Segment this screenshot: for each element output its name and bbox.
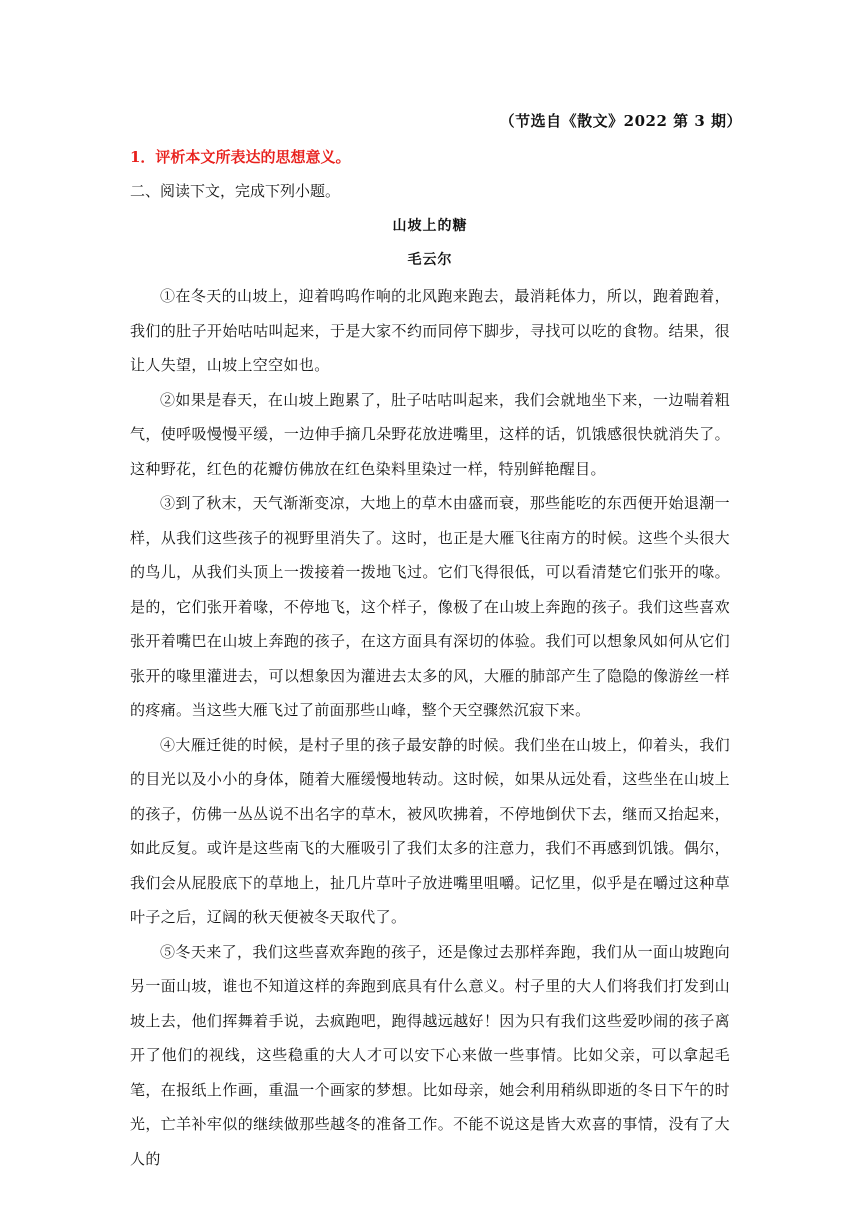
paragraph-2: ②如果是春天，在山坡上跑累了，肚子咕咕叫起来，我们会就地坐下来，一边喘着粗气，使呼吸慢慢平缓，一边伸手摘几朵野花放进嘴里，这样的话，饥饿感很快就消失了。这种野花，红色的花瓣仿佛放在红色染料里染过一样，特别鲜艳醒目。 [130, 390, 730, 478]
paragraph-4: ④大雁迁徙的时候，是村子里的孩子最安静的时候。我们坐在山坡上，仰着头，我们的目光以及小小的身体，随着大雁缓慢地转动。这时候，如果从远处看，这些坐在山坡上的孩子，仿佛一丛丛说不出名字的草木，被风吹拂着，不停地倒伏下去，继而又抬起来，如此反复。或许是这些南飞的大雁吸引了我们太多的注意力，我们不再感到饥饿。偶尔，我们会从屁股底下的草地上，扯几片草叶子放进嘴里咀嚼。记忆里，似乎是在嚼过这种草叶子之后，辽阔的秋天便被冬天取代了。 [130, 735, 730, 926]
question-1: 1．评析本文所表达的思想意义。 [130, 148, 351, 166]
paragraph-3: ③到了秋末，天气渐渐变凉，大地上的草木由盛而衰，那些能吃的东西便开始退潮一样，从我们这些孩子的视野里消失了。这时，也正是大雁飞往南方的时候。这些个头很大的鸟儿，从我们头顶上一拨接着一拨地飞过。它们飞得很低，可以看清楚它们张开的喙。是的，它们张开着喙，不停地飞，这个样子，像极了在山坡上奔跑的孩子。我们这些喜欢张开着嘴巴在山坡上奔跑的孩子，在这方面具有深切的体验。我们可以想象风如何从它们张开的喙里灌进去，可以想象因为灌进去太多的风，大雁的肺部产生了隐隐的像游丝一样的疼痛。当这些大雁飞过了前面那些山峰，整个天空骤然沉寂下来。 [130, 494, 730, 719]
article-title: 山坡上的糖 [392, 218, 468, 234]
paragraph-1: ①在冬天的山坡上，迎着呜呜作响的北风跑来跑去，最消耗体力，所以，跑着跑着，我们的肚子开始咕咕叫起来，于是大家不约而同停下脚步，寻找可以吃的食物。结果，很让人失望，山坡上空空如也。 [130, 287, 730, 374]
paragraph-5: ⑤冬天来了，我们这些喜欢奔跑的孩子，还是像过去那样奔跑，我们从一面山坡跑向另一面山坡，谁也不知道这样的奔跑到底具有什么意义。村子里的大人们将我们打发到山坡上去，他们挥舞着手说，去疯跑吧，跑得越远越好！因为只有我们这些爱吵闹的孩子离开了他们的视线，这些稳重的大人才可以安下心来做一些事情。比如父亲，可以拿起毛笔，在报纸上作画，重温一个画家的梦想。比如母亲，她会利用稍纵即逝的冬日下午的时光，亡羊补牢似的继续做那些越冬的准备工作。不能不说这是皆大欢喜的事情，没有了大人的 [130, 942, 730, 1168]
article-author: 毛云尔 [407, 252, 453, 268]
section-instruction: 二、阅读下文，完成下列小题。 [130, 182, 341, 200]
source-note: （节选自《散文》2022 第 3 期） [499, 112, 742, 130]
article-body [130, 279, 730, 1176]
